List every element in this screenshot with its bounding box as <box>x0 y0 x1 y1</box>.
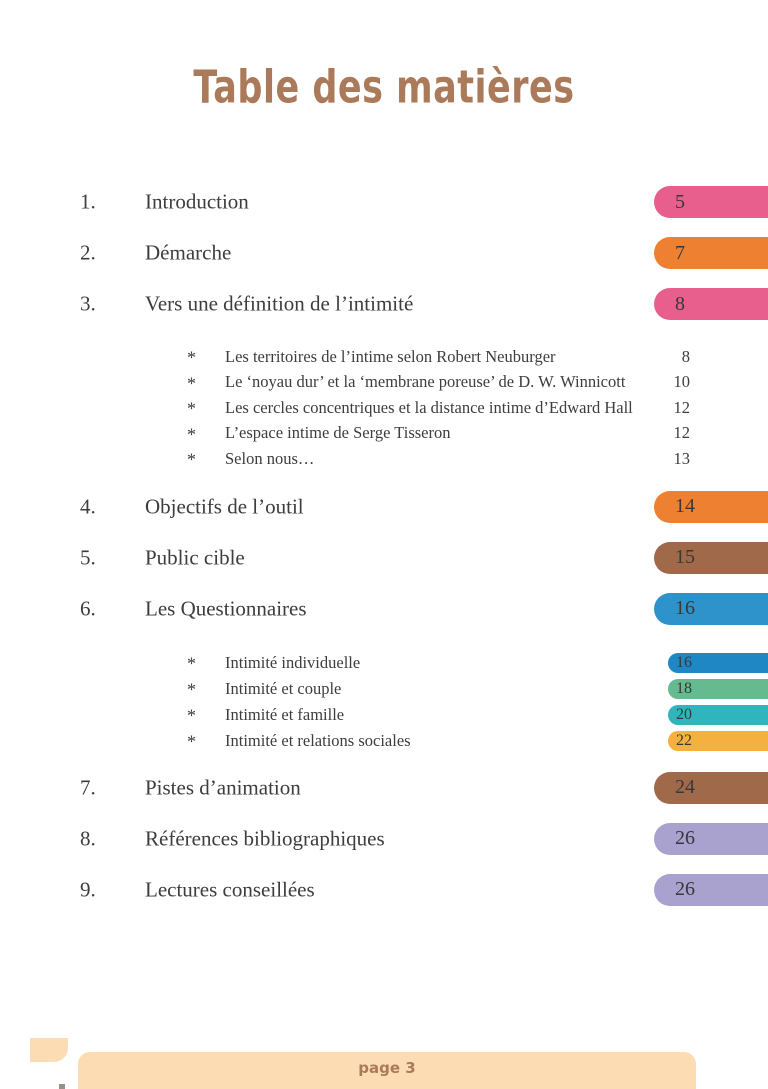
page-pill <box>654 288 768 320</box>
subentry-label: Le ‘noyau dur’ et la ‘membrane poreuse’ de D. W. Winnicott <box>225 372 626 392</box>
entry-label: Public cible <box>145 545 245 569</box>
page-pill <box>654 593 768 625</box>
page-title: Table des matières <box>193 62 575 114</box>
bullet-star-icon: * <box>187 424 196 445</box>
bullet-star-icon: * <box>187 449 196 470</box>
entry-number: 4. <box>80 494 96 518</box>
toc-entry <box>0 874 768 906</box>
toc-entry <box>0 186 768 218</box>
entry-label: Démarche <box>145 240 232 265</box>
subentry-page-number: 22 <box>676 731 692 749</box>
toc-sublist <box>0 344 768 472</box>
entry-label: Vers une définition de l’intimité <box>145 291 414 316</box>
page-number: 26 <box>675 827 695 849</box>
bullet-star-icon: * <box>187 373 196 394</box>
entry-label: Pistes d’animation <box>145 775 301 799</box>
toc-entry <box>0 593 768 625</box>
entry-number: 2. <box>80 240 96 265</box>
footer-tab-back <box>30 1038 68 1062</box>
toc-subentry <box>0 446 768 472</box>
toc-subentry <box>0 728 768 754</box>
subentry-label: Intimité individuelle <box>225 652 361 672</box>
toc-subentry <box>0 676 768 702</box>
page-number: 7 <box>675 241 685 264</box>
toc-entry <box>0 288 768 320</box>
toc-subentry <box>0 344 768 370</box>
subentry-label: Les territoires de l’intime selon Robert Neuburger <box>225 346 556 366</box>
toc-entry <box>0 772 768 804</box>
subentry-label: Intimité et famille <box>225 704 345 724</box>
bullet-star-icon: * <box>187 679 196 700</box>
toc-entry <box>0 491 768 523</box>
subentry-label: Intimité et relations sociales <box>225 730 411 750</box>
subentry-page-number: 16 <box>676 653 692 671</box>
toc-entry <box>0 237 768 269</box>
toc-entry <box>0 823 768 855</box>
toc-sublist <box>0 650 768 754</box>
page-pill <box>654 772 768 804</box>
page-pill <box>654 237 768 269</box>
bullet-star-icon: * <box>187 731 196 752</box>
entry-label: Introduction <box>145 189 249 214</box>
entry-label: Objectifs de l’outil <box>145 494 304 518</box>
page-number: 14 <box>675 495 695 517</box>
footer-page-label: page 3 <box>358 1059 416 1077</box>
subentry-page-number: 13 <box>673 448 690 468</box>
page-number: 16 <box>675 597 695 619</box>
footer-bar <box>78 1052 696 1089</box>
bullet-star-icon: * <box>187 398 196 419</box>
toc-subentry <box>0 702 768 728</box>
page-pill <box>654 542 768 574</box>
page-number: 15 <box>675 546 695 568</box>
subentry-page-pill <box>668 679 768 699</box>
page-pill <box>654 491 768 523</box>
bullet-star-icon: * <box>187 653 196 674</box>
entry-number: 3. <box>80 291 96 316</box>
bullet-star-icon: * <box>187 347 196 368</box>
entry-number: 7. <box>80 775 96 799</box>
subentry-page-number: 12 <box>673 423 690 443</box>
entry-number: 1. <box>80 189 96 214</box>
subentry-label: Les cercles concentriques et la distance intime d’Edward Hall <box>225 397 633 417</box>
toc-subentry <box>0 370 768 396</box>
subentry-page-number: 8 <box>681 346 690 366</box>
footer-notch <box>59 1084 65 1089</box>
page-number: 26 <box>675 878 695 900</box>
toc-list <box>0 186 768 925</box>
subentry-page-number: 20 <box>676 705 692 723</box>
subentry-page-number: 10 <box>673 372 690 392</box>
toc-entry <box>0 542 768 574</box>
page-pill <box>654 823 768 855</box>
subentry-page-pill <box>668 653 768 673</box>
subentry-label: Intimité et couple <box>225 678 342 698</box>
bullet-star-icon: * <box>187 705 196 726</box>
toc-subentry <box>0 395 768 421</box>
entry-label: Lectures conseillées <box>145 877 315 901</box>
entry-number: 5. <box>80 545 96 569</box>
page-pill <box>654 186 768 218</box>
page-number: 5 <box>675 190 685 213</box>
subentry-label: L’espace intime de Serge Tisseron <box>225 423 451 443</box>
entry-label: Références bibliographiques <box>145 826 385 850</box>
subentry-label: Selon nous… <box>225 448 315 468</box>
subentry-page-number: 18 <box>676 679 692 697</box>
entry-number: 8. <box>80 826 96 850</box>
page-number: 24 <box>675 776 695 798</box>
subentry-page-pill <box>668 731 768 751</box>
page-pill <box>654 874 768 906</box>
page-number: 8 <box>675 292 685 315</box>
toc-subentry <box>0 650 768 676</box>
subentry-page-number: 12 <box>673 397 690 417</box>
entry-number: 6. <box>80 596 96 620</box>
entry-number: 9. <box>80 877 96 901</box>
toc-subentry <box>0 421 768 447</box>
entry-label: Les Questionnaires <box>145 596 307 620</box>
subentry-page-pill <box>668 705 768 725</box>
